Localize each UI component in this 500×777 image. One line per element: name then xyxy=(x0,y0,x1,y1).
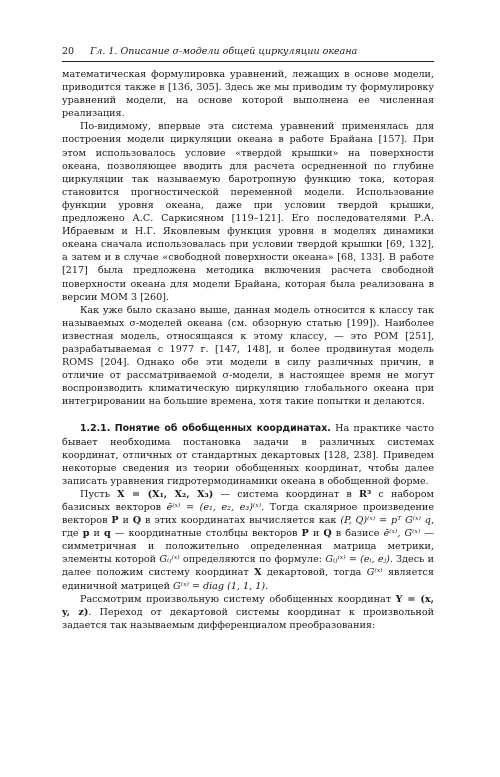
p5-text-3: с набором базисных векторов xyxy=(62,488,434,513)
p5-text-7: , где xyxy=(62,515,434,540)
p5-math-12: Gᵢⱼ⁽ˣ⁾ xyxy=(159,554,180,566)
p5-text-13: определяются по формуле: xyxy=(179,554,326,566)
p5-text-12: — симметричная и положительно определенная матрица метрики, элементы которой xyxy=(62,528,434,566)
p5-math-15: G⁽ˣ⁾ xyxy=(366,567,383,579)
p5-math-1: X = (X₁, X₂, X₃) xyxy=(117,488,214,500)
paragraph-3: Как уже было сказано выше, данная модель относится к классу так называемых σ-моделей океана (см. обзорную статью [199]). Наиболее известная модель, относящаяся к этому классу, — это POM [251], разрабатываемая с 1977 г. [147, 148], и более продвинутая модель ROMS [204]. Однако обе эти модели в силу различных причин, в отличие от рассматриваемой σ-модели, в настоящее время не могут воспроизводить климатическую циркуляцию глобального океана при интегрировании на большие времена, хотя такие попытки и делаются. xyxy=(62,304,434,408)
page-body xyxy=(62,68,434,632)
paragraph-5 xyxy=(62,488,434,593)
p5-math-7: p xyxy=(82,528,90,540)
p5-text-6: в этих координатах вычисляется как xyxy=(141,515,341,527)
section-gap xyxy=(62,408,434,422)
page-header xyxy=(62,44,434,60)
p6-math-1: Y = (x, y, z) xyxy=(62,593,434,618)
p5-math-11: ē⁽ˣ⁾, G⁽ˣ⁾ xyxy=(383,528,421,540)
p5-math-6: (P, Q)⁽ˣ⁾ = pᵀ G⁽ˣ⁾ q xyxy=(340,515,431,527)
p5-text-8: и xyxy=(89,528,105,540)
p5-text-9: — координатные столбцы векторов xyxy=(110,528,302,540)
header-rule xyxy=(62,61,434,62)
p5-text-17: . xyxy=(265,580,269,592)
page-number: 20 xyxy=(62,46,75,57)
paragraph-2: По-видимому, впервые эта система уравнений применялась для построения модели циркуляции океана в работе Брайана [157]. При этом использовалось условие «твердой крышки» на поверхности океана, позволяющее вводить для расчета осредненной по глубине циркуляции так называемую баротропную функцию тока, которая становится прогностической переменной модели. Использование функции уровня океана, даже при условии твердой крышки, предложено А.С. Саркисяном [119–121]. Его последователями Р.А. Ибраевым и Н.Г. Яковлевым функция уровня в моделях динамики океана сначала использовалась при условии твердой крышки [69, 132], а затем и в случае «свободной поверхности океана» [68, 133]. В работе [217] была предложена методика включения расчета свободной поверхности океана для модели Брайана, которая была реализована в версии MOM 3 [260]. xyxy=(62,121,434,303)
running-head: Гл. 1. Описание σ-модели общей циркуляции океана xyxy=(90,46,358,57)
p5-math-14: X xyxy=(254,567,262,579)
p5-text-14: . Здесь и далее положим систему координат xyxy=(62,554,435,579)
p5-text-16: является единичной матрицей xyxy=(62,567,434,592)
p5-text-10: и xyxy=(308,528,324,540)
p5-math-3: ē⁽ˣ⁾ = (e₁, e₂, e₃)⁽ˣ⁾ xyxy=(166,502,262,513)
section-title: 1.2.1. Понятие об обобщенных координатах. xyxy=(80,423,331,435)
p5-math-9: P xyxy=(301,528,309,540)
p5-math-4: P xyxy=(111,515,119,527)
p5-math-16: G⁽ˣ⁾ = diag (1, 1, 1) xyxy=(173,580,266,592)
p5-math-10: Q xyxy=(323,528,332,540)
p5-text-2: — система координат в xyxy=(213,488,359,500)
p5-text-1: Пусть xyxy=(80,488,118,500)
p5-math-8: q xyxy=(104,528,111,540)
p5-math-5: Q xyxy=(132,515,142,527)
p5-math-2: R³ xyxy=(358,488,372,500)
p5-text-11: в базисе xyxy=(331,528,384,540)
p5-text-4: . Тогда скалярное произведение векторов xyxy=(62,502,434,527)
p6-text-2: . Переход от декартовой системы координат к произвольной задается так называемым дифференциалом преобразования: xyxy=(62,606,434,631)
p6-text-1: Рассмотрим произвольную систему обобщенных координат xyxy=(80,593,396,605)
paragraph-1: математическая формулировка уравнений, лежащих в основе модели, приводится также в [136, 305]. Здесь же мы приводим ту формулировку уравнений модели, на основе которой выполнена ее численная реализация. xyxy=(62,69,434,120)
section-intro: На практике часто бывает необходима постановка задачи в различных системах координат, отличных от стандартных декартовых [128, 238]. Приведем некоторые сведения из теории обобщенных координат, чтобы далее записать уравнения гидротермодинамики океана в обобщенной форме. xyxy=(62,423,434,487)
section-paragraph xyxy=(62,422,434,487)
p5-text-5: и xyxy=(118,515,133,527)
p5-math-13: Gᵢⱼ⁽ˣ⁾ = (eᵢ, eⱼ) xyxy=(325,554,390,566)
p5-text-15: декартовой, тогда xyxy=(261,567,367,579)
paragraph-6 xyxy=(62,593,434,632)
